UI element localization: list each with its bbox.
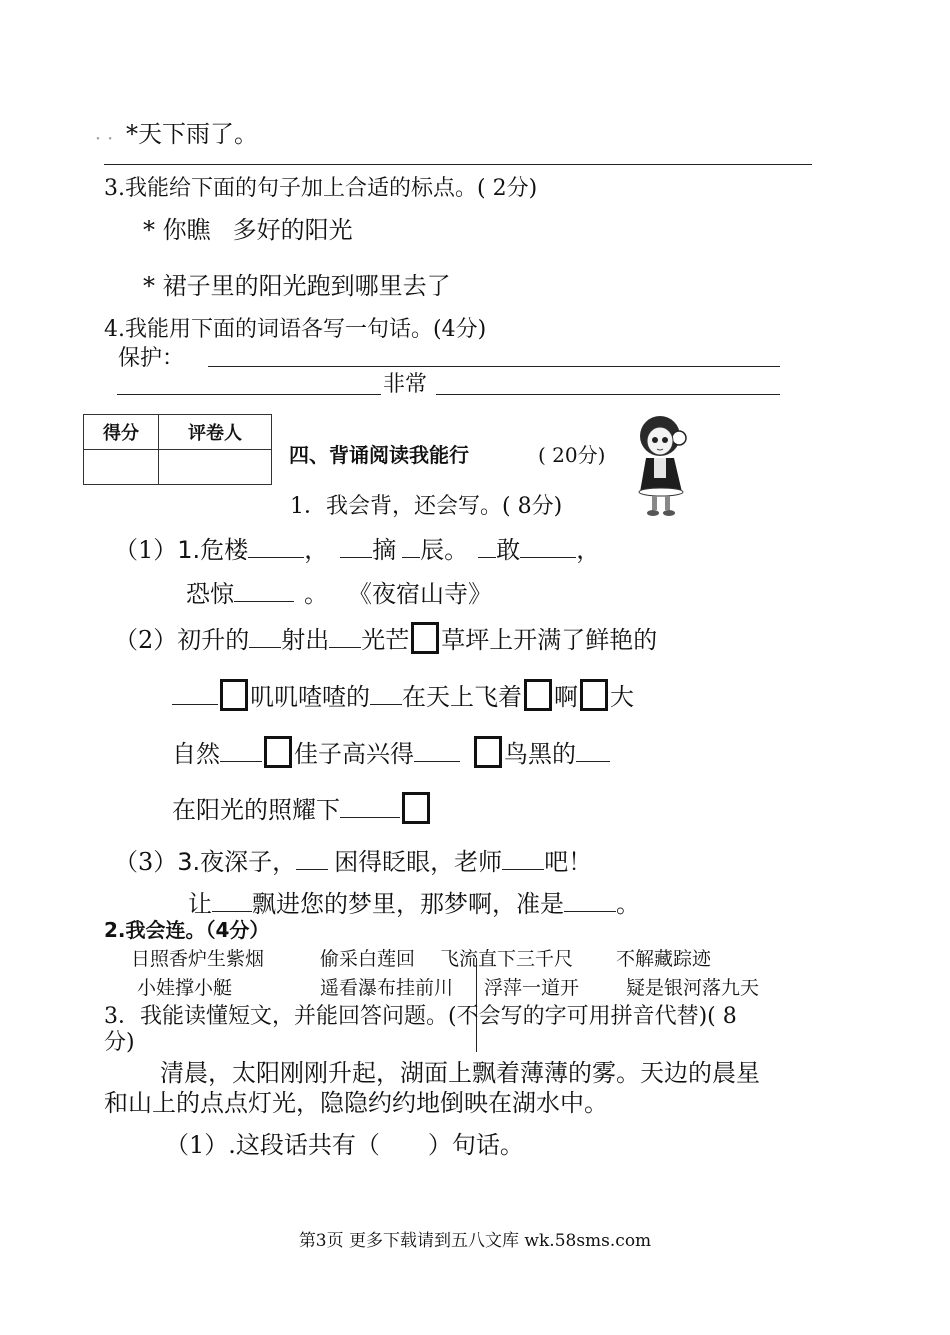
p1-e: 敢 xyxy=(496,536,521,564)
punctuation-box[interactable] xyxy=(524,679,552,711)
p3-a: 3.夜深子， xyxy=(177,848,297,876)
match-r2-1[interactable]: 小娃撑小艇 xyxy=(137,977,233,999)
blank[interactable] xyxy=(576,736,610,762)
blank[interactable] xyxy=(478,532,496,558)
match-r2-4[interactable]: 疑是银河落九天 xyxy=(626,977,760,999)
poem-line-1 xyxy=(114,530,600,565)
grader-header: 评卷人 xyxy=(159,415,272,450)
sentence-rain: *天下雨了。 xyxy=(126,120,258,148)
p1-label: （1） xyxy=(114,536,178,564)
stray-marks: · · xyxy=(95,128,114,150)
p2-l2a: 叽叽喳喳的 xyxy=(250,683,370,711)
punctuation-box[interactable] xyxy=(264,736,292,768)
q4-word-protect: 保护： xyxy=(118,346,185,371)
answer-line xyxy=(104,164,812,165)
q3-sentence-1b: 多好的阳光 xyxy=(232,216,353,244)
blank[interactable] xyxy=(520,532,576,558)
punctuation-box[interactable] xyxy=(474,736,502,768)
page-footer: 第3页 更多下载请到五八文库 wk.58sms.com xyxy=(298,1231,652,1251)
p2-l2d: 大 xyxy=(610,683,634,711)
score-table xyxy=(83,414,272,485)
p2-l3a: 自然 xyxy=(172,740,220,768)
p2-l2b: 在天上飞着 xyxy=(402,683,522,711)
blank[interactable] xyxy=(340,792,400,818)
p3-d: 让 xyxy=(188,890,212,918)
p3-e: 飘进您的梦里，那梦啊，准是 xyxy=(252,890,564,918)
q4-title: 4.我能用下面的词语各写一句话。(4分) xyxy=(104,317,487,342)
punctuation-box[interactable] xyxy=(220,679,248,711)
passage-line-2: 和山上的点点灯光，隐隐约约地倒映在湖水中。 xyxy=(104,1089,608,1117)
p1-d: 辰。 xyxy=(420,536,469,564)
blank[interactable] xyxy=(414,736,460,762)
text-line-1 xyxy=(114,620,657,655)
section4-title: 四、背诵阅读我能行 xyxy=(289,443,469,467)
match-r2-3[interactable]: 浮萍一道开 xyxy=(484,977,580,999)
p1-h: 。 xyxy=(304,580,328,608)
grader-cell xyxy=(159,450,272,485)
p3-f: 。 xyxy=(616,890,640,918)
s4-q2-title: 2.我会连。（4分） xyxy=(104,918,270,942)
p1-a: 1.危楼 xyxy=(177,536,249,564)
match-r1-3[interactable]: 飞流直下三千尺 xyxy=(440,948,574,970)
q3-sentence-1 xyxy=(143,210,353,245)
passage-line-1: 清晨，太阳刚刚升起，湖面上飘着薄薄的雾。天边的晨星 xyxy=(160,1059,760,1087)
s4-q1-title: 1．我会背，还会写。( 8分) xyxy=(290,494,563,519)
match-r1-4[interactable]: 不解藏踪迹 xyxy=(616,948,712,970)
p1-i: 《夜宿山寺》 xyxy=(348,580,492,608)
punctuation-box[interactable] xyxy=(402,792,430,824)
text-line-3 xyxy=(172,734,610,769)
p2-l1a: 初升的 xyxy=(177,626,250,654)
text-line-5 xyxy=(114,842,592,877)
s4-q3-title-cont: 分) xyxy=(104,1030,135,1055)
punctuation-box[interactable] xyxy=(580,679,608,711)
p2-l1c: 光芒 xyxy=(361,626,410,654)
p2-l1d: 草坪上开满了鲜艳的 xyxy=(441,626,658,654)
text-line-4 xyxy=(172,790,432,825)
p2-label: （2） xyxy=(114,626,178,654)
match-r1-1[interactable]: 日照香炉生紫烟 xyxy=(131,948,265,970)
punctuation-box[interactable] xyxy=(411,622,439,654)
poem-line-2 xyxy=(186,574,492,609)
blank[interactable] xyxy=(502,844,544,870)
answer-line xyxy=(117,394,381,395)
blank[interactable] xyxy=(249,622,281,648)
blank[interactable] xyxy=(370,679,402,705)
p3-b: 困得眨眼，老师 xyxy=(334,848,503,876)
blank[interactable] xyxy=(402,532,420,558)
p1-f: ， xyxy=(576,536,601,564)
blank[interactable] xyxy=(220,736,262,762)
q3-sentence-1a: * 你瞧 xyxy=(143,216,211,244)
p2-l1b: 射出 xyxy=(281,626,330,654)
sub-question-1: （1）.这段话共有（ ）句话。 xyxy=(165,1131,524,1159)
blank[interactable] xyxy=(340,532,372,558)
score-header: 得分 xyxy=(84,415,159,450)
p3-c: 吧！ xyxy=(544,848,593,876)
p2-l3c: 鸟黑的 xyxy=(504,740,576,768)
p1-c: 摘 xyxy=(372,536,397,564)
blank[interactable] xyxy=(172,679,218,705)
p2-l4a: 在阳光的照耀下 xyxy=(172,796,340,824)
blank[interactable] xyxy=(234,576,294,602)
blank[interactable] xyxy=(296,844,328,870)
s4-q3-title: 3．我能读懂短文，并能回答问题。(不会写的字可用拼音代替)( 8 xyxy=(104,1004,737,1029)
blank[interactable] xyxy=(212,886,252,912)
answer-line xyxy=(208,366,780,367)
p2-l2c: 啊 xyxy=(554,683,578,711)
match-r2-2[interactable]: 遥看瀑布挂前川 xyxy=(320,977,454,999)
q3-title: 3.我能给下面的句子加上合适的标点。( 2分) xyxy=(104,176,538,201)
p1-g: 恐惊 xyxy=(186,580,234,608)
girl-illustration xyxy=(632,414,692,518)
p3-label: （3） xyxy=(114,848,178,876)
answer-line xyxy=(436,394,780,395)
q4-word-very: 非常 xyxy=(383,372,428,397)
match-r1-2[interactable]: 偷采白莲回 xyxy=(320,948,416,970)
blank[interactable] xyxy=(248,532,304,558)
score-cell xyxy=(84,450,159,485)
q3-sentence-2: * 裙子里的阳光跑到哪里去了 xyxy=(143,272,451,300)
p2-l3b: 佳子高兴得 xyxy=(294,740,414,768)
section4-points: ( 20分) xyxy=(538,443,606,467)
text-line-2 xyxy=(172,677,634,712)
blank[interactable] xyxy=(564,886,616,912)
p1-b: ， xyxy=(304,536,329,564)
blank[interactable] xyxy=(329,622,361,648)
